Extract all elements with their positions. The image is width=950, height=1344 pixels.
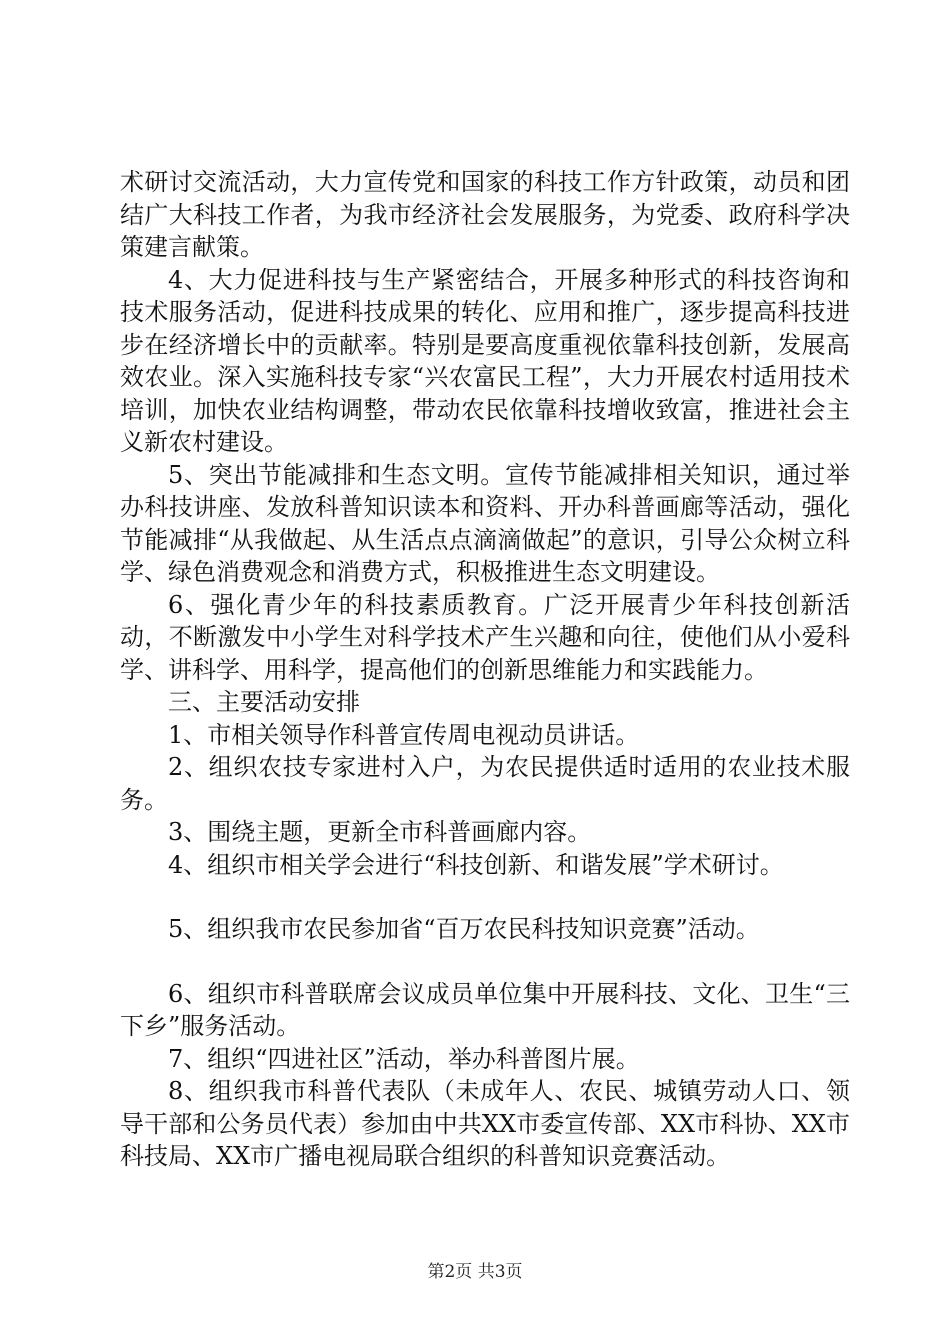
section-heading-activities: 三、主要活动安排	[168, 688, 360, 716]
activity-item-1: 1、市相关领导作科普宣传周电视动员讲话。	[168, 720, 640, 749]
paragraph-item-6-youth-education: 6、强化青少年的科技素质教育。广泛开展青少年科技创新活动，不断激发中小学生对科学技术产生兴趣和向往，使他们从小爱科学、讲科学、用科学，提高他们的创新思维能力和实践能力。	[120, 590, 850, 684]
activity-item-7: 7、组织“四进社区”活动，举办科普图片展。	[168, 1044, 640, 1073]
page-number-footer: 第2页 共3页	[427, 1262, 523, 1282]
paragraph-continuation: 术研讨交流活动，大力宣传党和国家的科技工作方针政策，动员和团结广大科技工作者，为我市经济社会发展服务，为党委、政府科学决策建言献策。	[120, 168, 850, 261]
activity-item-2: 2、组织农技专家进村入户，为农民提供适时适用的农业技术服务。	[120, 753, 850, 814]
activity-item-5: 5、组织我市农民参加省“百万农民科技知识竞赛”活动。	[168, 915, 760, 943]
paragraph-item-4-tech-production: 4、大力促进科技与生产紧密结合，开展多种形式的科技咨询和技术服务活动，促进科技成果的转化、应用和推广，逐步提高科技进步在经济增长中的贡献率。特别是要高度重视依靠科技创新，发展高效农业。深入实施科技专家“兴农富民工程”，大力开展农村适用技术培训，加快农业结构调整，带动农民依靠科技增收致富，推进社会主义新农村建设。	[120, 265, 850, 456]
activity-item-3: 3、围绕主题，更新全市科普画廊内容。	[168, 818, 592, 846]
activity-item-4: 4、组织市相关学会进行“科技创新、和谐发展”学术研讨。	[168, 850, 784, 879]
document-body	[120, 166, 850, 1173]
paragraph-item-5-energy-saving: 5、突出节能减排和生态文明。宣传节能减排相关知识，通过举办科技讲座、发放科普知识读本和资料、开办科普画廊等活动，强化节能减排“从我做起、从生活点点滴滴做起”的意识，引导公众树立科学、绿色消费观念和消费方式，积极推进生态文明建设。	[120, 460, 850, 586]
activity-item-8: 8、组织我市科普代表队（未成年人、农民、城镇劳动人口、领导干部和公务员代表）参加由中共XX市委宣传部、XX市科协、XX市科技局、XX市广播电视局联合组织的科普知识竞赛活动。	[120, 1077, 850, 1170]
activity-item-6: 6、组织市科普联席会议成员单位集中开展科技、文化、卫生“三下乡”服务活动。	[120, 979, 850, 1040]
